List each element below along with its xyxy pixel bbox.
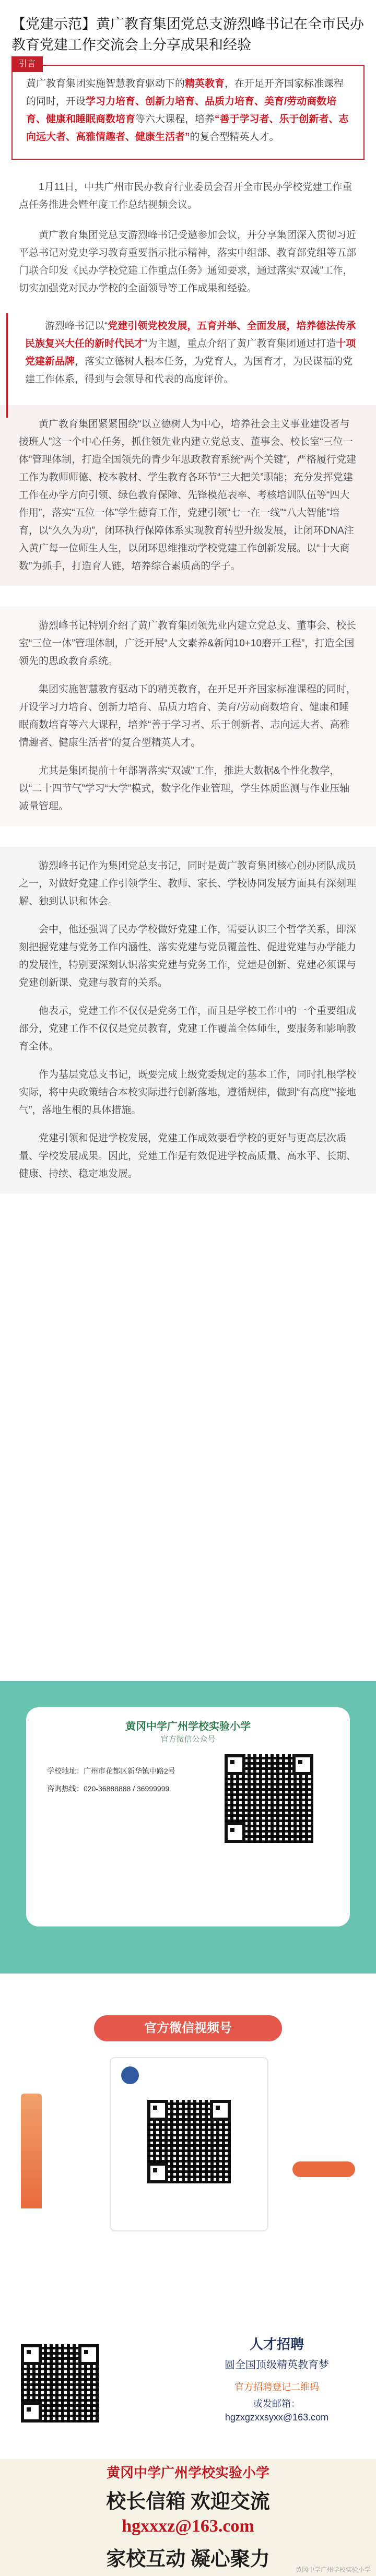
recruitment-panel xyxy=(0,2323,376,2459)
paragraph: 尤其是集团提前十年部署落实“双减”工作，推进大数据&个性化教学，以“二十四节气”学习“大学”模式，数字化作业管理，学生体质监测与作业压轴减量管理。 xyxy=(19,765,350,812)
recruit-resume-label: 或发邮箱： xyxy=(253,2398,300,2409)
recruit-qr-label: 官方招聘登记二维码 xyxy=(234,2382,319,2392)
tower-illustration xyxy=(21,2094,42,2208)
slogan-mailbox: 校长信箱 欢迎交流 xyxy=(106,2491,270,2513)
slogan-interaction: 家校互动 凝心聚力 xyxy=(106,2548,270,2570)
paragraph: 游烈峰书记以“党建引领党校发展，五育并举、全面发展，培养德法传承民族复兴大任的新时代民才”为主题，重点介绍了黄广教育集团通过打造十项党建新品牌，落实立德树人根本任务，为党育人，为国育才，为民谋福的党建工作体系，得到与会领导和代表的高度评价。 xyxy=(25,321,356,385)
paragraph: 黄广教育集团紧紧围绕“以立德树人为中心，培养社会主义事业建设者与接班人”这一个中心任务，抓住领先业内建立党总支、董事会、校长室“三位一体”管理体制，打造全国领先的青少年思政教育系统“两个关键”，严格履行党建工作为教师师德、校本教材、学生教育各环节“三大把关”职能；充分发挥党建工作在办学方向引领、绿色教育保障、先锋模范表率、考核培训队伍等“四大作用”，落实“五位一体”学生德育工作，党建引领“七一在一线”“八大智能”培育，以“久久为功”，闭环执行保障体系实现教育转型升级发展，让闭环DNA注入黄广每一位师生人生，以闭环思维推动学校党建工作创新发展。以“十大商数”为抓手，打造育人链，培养综合素质高的学子。 xyxy=(19,419,356,572)
recruit-text xyxy=(188,2334,366,2423)
paragraph: 黄广教育集团党总支游烈峰书记受邀参加会议，并分享集团深入贯彻习近平总书记对党史学习教育重要指示批示精神，落实中组部、教育部党组等五部门联合印发《民办学校党建工作重点任务》通知要求，通过落实“双减”工作，切实加强党对民办学校的全面领导等工作成果和经验。 xyxy=(19,230,357,294)
principal-mailbox-panel xyxy=(0,2459,376,2576)
wechat-promo-panel xyxy=(0,1681,376,1974)
intro-box xyxy=(11,60,365,160)
card-info xyxy=(47,1765,204,1795)
address-value: 广州市花都区新华镇中路2号 xyxy=(84,1767,175,1775)
video-channel-card xyxy=(110,2057,268,2231)
video-qr-code[interactable] xyxy=(147,2100,231,2183)
wechat-card xyxy=(26,1707,350,1927)
card-subtitle: 官方微信公众号 xyxy=(160,1735,216,1744)
video-channel-panel xyxy=(0,2005,376,2297)
article-title: 【党建示范】黄广教育集团党总支游烈峰书记在全市民办教育党建工作交流会上分享成果和经验 xyxy=(11,16,364,53)
phone-label: 咨询热线： xyxy=(47,1785,84,1793)
phone-value: 020-36888888 / 36999999 xyxy=(84,1785,170,1793)
card-title: 黄冈中学广州学校实验小学 xyxy=(125,1721,251,1732)
paragraph: 会中，他还强调了民办学校做好党建工作，需要认识三个哲学关系，即深刻把握党建与党务工作内涵性、落实党建与党员覆盖性、促进党建与办学能力的发展性，特别要深刻认识落实党建与党务工作，党建是创新、党建必须课与党建创新课、党建与教育的关系。 xyxy=(19,924,357,988)
paragraph: 他表示，党建工作不仅仅是党务工作，而且是学校工作中的一个重要组成部分，党建工作不仅仅是党员教育，党建工作覆盖全体师生，要服务和影响教育全体。 xyxy=(19,1006,357,1052)
content-block xyxy=(0,405,376,586)
quote-block xyxy=(0,313,376,393)
intro-text: 黄广教育集团实施智慧教育驱动下的 xyxy=(26,78,185,89)
paragraph: 游烈峰书记特别介绍了黄广教育集团领先业内建立党总支、董事会、校长室“三位一体”管理体制，广泛开展“人文素养&新闻10+10磨开工程”，打造全国领先的思政教育系统。 xyxy=(19,620,357,667)
content-block xyxy=(0,847,376,1194)
recruit-subtitle: 圆全国顶级精英教育梦 xyxy=(225,2359,329,2371)
recruit-title: 人才招聘 xyxy=(249,2336,304,2352)
watermark: 黄冈中学广州学校实验小学 xyxy=(295,2566,371,2573)
wechat-qr-code[interactable] xyxy=(225,1754,313,1843)
plane-illustration xyxy=(292,2161,355,2177)
intro-text: 的复合型精英人才。 xyxy=(190,132,279,143)
paragraph: 党建引领和促进学校发展，党建工作成效要看学校的更好与更高层次质量、学校发展成果。因此，党建工作是有效促进学校高质量、高水平、长期、健康、持续、稳定地发展。 xyxy=(19,1133,357,1179)
recruit-qr-code[interactable] xyxy=(21,2344,99,2423)
avatar xyxy=(121,2066,139,2084)
paragraph: 作为基层党总支书记，既要完成上级党委规定的基本工作，同时扎根学校实际，将中央政策结合本校实际进行创新落地，遵循规律，做到“有高度”“接地气”，落地生根的具体措施。 xyxy=(19,1069,357,1116)
intro-text: ，在开足开齐国家标准课程的同时，开设 xyxy=(26,78,344,107)
intro-text: 等六大课程，培养 xyxy=(135,114,215,125)
paragraph: 1月11日，中共广州市民办教育行业委员会召开全市民办学校党建工作重点任务推进会暨年度工作总结视频会议。 xyxy=(19,182,352,210)
recruit-email[interactable]: hgzxgzxxsyxx@163.com xyxy=(225,2412,329,2423)
intro-tag: 引言 xyxy=(11,56,43,72)
principal-email[interactable]: hgxxxz@163.com xyxy=(122,2516,254,2536)
address-label: 学校地址： xyxy=(47,1767,84,1775)
content-block xyxy=(0,607,376,826)
paragraph: 游烈峰书记作为集团党总支书记，同时是黄广教育集团核心创办团队成员之一，对做好党建工作引领学生、教师、家长、学校协同发展方面具有深刻理解、独到认识和体会。 xyxy=(19,860,357,907)
video-channel-title: 官方微信视频号 xyxy=(94,2015,282,2041)
intro-highlight: 精英教育 xyxy=(185,78,225,89)
paragraph: 集团实施智慧教育驱动下的精英教育，在开足开齐国家标准课程的同时，开设学习力培育、创新力培育、品质力培育、美育/劳动商数培育、健康和睡眠商数培育等六大课程，培养“善于学习者、乐于创新者、志向远大者、高雅情趣者、健康生活者”的复合型精英人才。 xyxy=(19,684,357,748)
school-name: 黄冈中学广州学校实验小学 xyxy=(106,2465,269,2480)
intro-highlight: 学习力培育、创新力培育、品质力培育、美育/劳动商数培育、健康和睡眠商数培育 xyxy=(26,96,337,125)
intro-highlight: “善于学习者、乐于创新者、志向远大者、高雅情趣者、健康生活者” xyxy=(26,114,349,143)
